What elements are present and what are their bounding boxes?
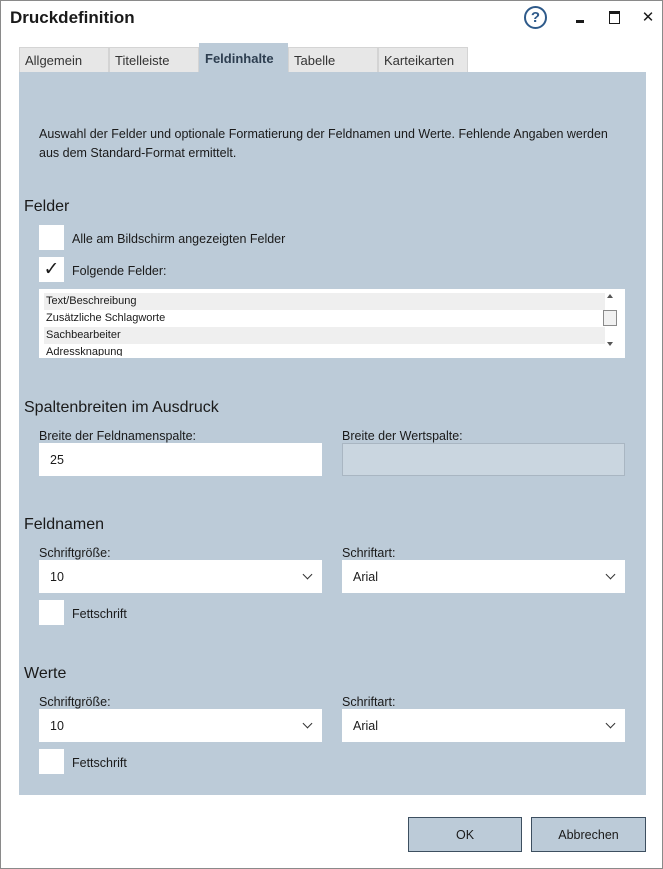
feldnamen-font-select[interactable] bbox=[342, 560, 625, 593]
maximize-icon[interactable] bbox=[604, 7, 624, 27]
feldnamen-font-value: Arial bbox=[353, 569, 379, 584]
check-icon: ✓ bbox=[43, 259, 60, 280]
feldnamen-size-select[interactable] bbox=[39, 560, 322, 593]
minimize-icon[interactable] bbox=[570, 7, 590, 27]
help-icon[interactable]: ? bbox=[524, 6, 547, 29]
werte-bold-label: Fettschrift bbox=[72, 756, 127, 770]
checkbox-following-fields[interactable] bbox=[39, 257, 64, 282]
werte-size-select[interactable] bbox=[39, 709, 322, 742]
feldnamen-size-label: Schriftgröße: bbox=[39, 546, 111, 560]
field-list bbox=[44, 293, 605, 356]
tab-karteikarten[interactable]: Karteikarten bbox=[378, 47, 468, 72]
scroll-down-icon[interactable] bbox=[607, 342, 613, 346]
list-item[interactable]: Text/Beschreibung bbox=[44, 293, 605, 310]
werte-font-value: Arial bbox=[353, 718, 379, 733]
checkbox-all-fields-label: Alle am Bildschirm angezeigten Felder bbox=[72, 232, 286, 246]
ok-button[interactable]: OK bbox=[408, 817, 522, 852]
list-item[interactable]: Adressknapung bbox=[46, 346, 123, 356]
tab-tabelle[interactable]: Tabelle bbox=[288, 47, 378, 72]
tab-allgemein[interactable]: Allgemein bbox=[19, 47, 109, 72]
close-icon[interactable]: ✕ bbox=[641, 9, 655, 26]
werte-size-label: Schriftgröße: bbox=[39, 695, 111, 709]
cancel-button[interactable]: Abbrechen bbox=[531, 817, 646, 852]
werte-font-select[interactable] bbox=[342, 709, 625, 742]
list-scrollbar[interactable] bbox=[603, 292, 620, 352]
checkbox-following-fields-label: Folgende Felder: bbox=[72, 264, 167, 278]
section-feldnamen-heading: Feldnamen bbox=[24, 516, 105, 533]
description-text: Auswahl der Felder und optionale Formatierung der Feldnamen und Werte. Fehlende Angaben werden aus dem Standard-Format ermittelt. bbox=[39, 127, 608, 160]
chevron-down-icon bbox=[606, 570, 616, 580]
wert-width-input[interactable] bbox=[342, 443, 625, 476]
feldnamen-bold-checkbox[interactable] bbox=[39, 600, 64, 625]
field-listbox[interactable] bbox=[39, 289, 625, 358]
tab-feldinhalte[interactable]: Feldinhalte bbox=[199, 43, 288, 72]
section-felder-heading: Felder bbox=[24, 198, 70, 215]
feldname-width-label: Breite der Feldnamenspalte: bbox=[39, 429, 197, 443]
list-item[interactable]: Sachbearbeiter bbox=[44, 327, 605, 344]
checkbox-all-fields[interactable] bbox=[39, 225, 64, 250]
chevron-down-icon bbox=[303, 570, 313, 580]
wert-width-label: Breite der Wertspalte: bbox=[342, 429, 463, 443]
feldnamen-bold-label: Fettschrift bbox=[72, 607, 127, 621]
werte-size-value: 10 bbox=[50, 718, 64, 733]
feldnamen-size-value: 10 bbox=[50, 569, 64, 584]
section-werte-heading: Werte bbox=[24, 665, 67, 682]
chevron-down-icon bbox=[303, 719, 313, 729]
scroll-up-icon[interactable] bbox=[607, 294, 613, 298]
feldnamen-font-label: Schriftart: bbox=[342, 546, 396, 560]
werte-font-label: Schriftart: bbox=[342, 695, 396, 709]
list-item[interactable]: Zusätzliche Schlagworte bbox=[46, 312, 166, 324]
feldname-width-input[interactable]: 25 bbox=[39, 443, 322, 476]
chevron-down-icon bbox=[606, 719, 616, 729]
tab-titelleiste[interactable]: Titelleiste bbox=[109, 47, 199, 72]
werte-bold-checkbox[interactable] bbox=[39, 749, 64, 774]
scroll-thumb[interactable] bbox=[603, 310, 617, 326]
dialog-title: Druckdefinition bbox=[10, 8, 135, 27]
section-spaltenbreiten-heading: Spaltenbreiten im Ausdruck bbox=[24, 399, 219, 416]
